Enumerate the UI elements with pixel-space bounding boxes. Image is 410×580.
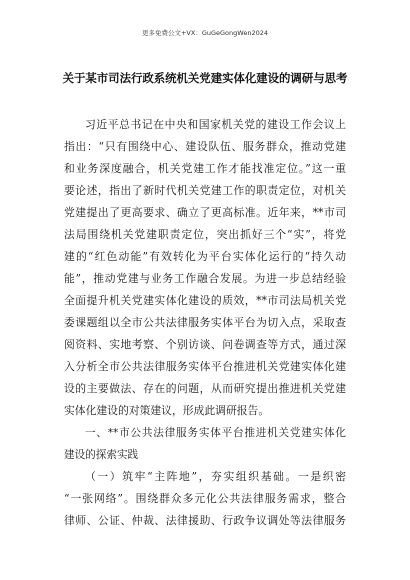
section-heading-line: 建设的探索实践 bbox=[64, 449, 139, 461]
paragraph-2-line: “一张网络”。围绕群众多元化公共法律服务需求，整合 bbox=[64, 492, 346, 505]
paragraph-1-line: 和业务深度融合，机关党建工作才能找准定位。”这一重 bbox=[64, 162, 346, 175]
paragraph-1-line: 建的“红色动能”有效转化为平台实体化运行的“持久动 bbox=[64, 250, 346, 263]
paragraph-1-line: 能”，推动党建与业务工作融合发展。为进一步总结经验 bbox=[64, 272, 346, 285]
paragraph-1-line: 全面提升机关党建实体化建设的质效，**市司法局机关党 bbox=[64, 294, 346, 307]
header-note: 更多免费公文+VX：GuGeGongWen2024 bbox=[141, 29, 268, 37]
section-heading-line: 一、**市公共法律服务实体平台推进机关党建实体化 bbox=[85, 427, 346, 439]
paragraph-1-line: 委课题组以全市公共法律服务实体平台为切入点，采取查 bbox=[64, 316, 346, 329]
document-title: 关于某市司法行政系统机关党建实体化建设的调研与思考 bbox=[62, 71, 348, 85]
paragraph-1-line: 法局围绕机关党建职责定位，突出抓好三个“实”，将党 bbox=[64, 228, 346, 241]
paragraph-1-line: 入分析全市公共法律服务实体平台推进机关党建实体化建 bbox=[64, 360, 346, 373]
document-body bbox=[64, 114, 346, 532]
paragraph-1-line: 要论述，指出了新时代机关党建工作的职责定位，对机关 bbox=[64, 184, 346, 197]
paragraph-1-line: 阅资料、实地考察、个别访谈、问卷调查等方式，通过深 bbox=[64, 338, 346, 351]
paragraph-1-line: 党建提出了更高要求、确立了更高标准。近年来，**市司 bbox=[64, 206, 346, 219]
paragraph-1-line: 习近平总书记在中央和国家机关党的建设工作会议上 bbox=[85, 118, 346, 131]
paragraph-2-line: 律师、公证、仲裁、法律援助、行政争议调处等法律服务 bbox=[64, 514, 346, 527]
paragraph-1-line: 实体化建设的对策建议，形成此调研报告。 bbox=[64, 404, 270, 417]
paragraph-2-line: （一）筑牢“主阵地”，夯实组织基础。一是织密 bbox=[85, 470, 346, 483]
paragraph-1-line: 设的主要做法、存在的问题，从而研究提出推进机关党建 bbox=[64, 382, 346, 395]
paragraph-1-line: 指出：“只有围绕中心、建设队伍、服务群众，推动党建 bbox=[64, 140, 346, 153]
